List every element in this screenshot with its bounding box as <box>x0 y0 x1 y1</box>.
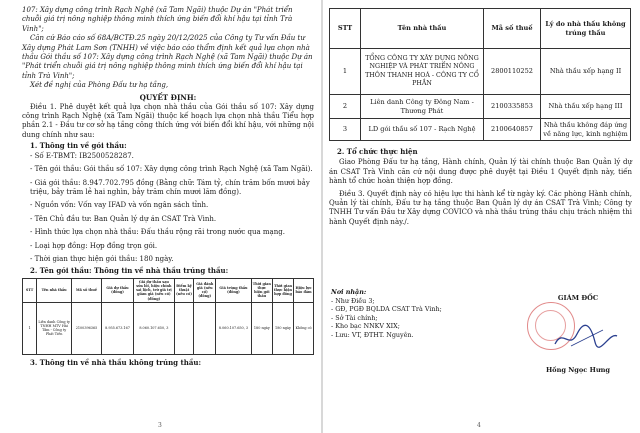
table-row <box>23 302 314 354</box>
header-cell: STT <box>330 9 361 49</box>
list-item: - Giá gói thầu: 8.947.702.795 đồng (Bằng chữ: Tám tỷ, chín trăm bốn mươi bảy triệu, bảy trăm lẻ hai nghìn, bảy trăm chín mươi lăm đồng). <box>30 178 310 196</box>
section-1-list <box>22 152 314 265</box>
header-cell: Giá dự thầu sau sửa lỗi, hiệu chỉnh sai lệch, trừ giá trị giảm giá (nếu có) (đồng) <box>134 278 175 302</box>
table-cell: 1 <box>330 49 361 95</box>
table-cell: 3 <box>330 119 361 141</box>
header-cell: Giá đánh giá (nếu có) (đồng) <box>194 278 216 302</box>
table-cell: 2100396365 <box>72 302 102 354</box>
table-cell: 8.955.673.167 <box>101 302 133 354</box>
recipients-block <box>331 288 471 340</box>
signer-title: GIÁM ĐỐC <box>557 294 599 302</box>
table-cell: Liên danh Công ty Đông Nam - Thương Phát <box>361 95 484 119</box>
header-cell: Tên nhà thầu <box>37 278 72 302</box>
page-4 <box>323 0 640 433</box>
article-1: Điều 1. Phê duyệt kết quả lựa chọn nhà thầu của Gói thầu số 107: Xây dựng công trình Rạch Nghệ (xã Tam Ngãi) thuộc kế hoạch lựa chọn nhà thầu Tiểu hợp phần 2.1 - Đầu tư cơ sở hạ tầng công thích ứng với biến đổi khí hậu, với những nội dung chính như sau: <box>22 102 314 139</box>
table-header-row <box>330 9 631 49</box>
section-4-title: 2. Tổ chức thực hiện <box>337 147 418 156</box>
intro-paragraph-2: Căn cứ Báo cáo số 68A/BCTĐ.25 ngày 20/12/2025 của Công ty Tư vấn Đầu tư Xây dựng Phát Lam Sơn (TNHH) về việc báo cáo thẩm định kết quả lựa chọn nhà thầu Gói thầu số 107: Xây dựng công trình Rạch Nghệ (xã Tam Ngãi) thuộc Dự án "Phát triển chuỗi giá trị nông nghiệp thông minh thích ứng biến đổi khí hậu tại tỉnh Trà Vinh"; <box>22 34 313 80</box>
table-cell: 180 ngày <box>272 302 293 354</box>
page-number: 4 <box>477 422 481 429</box>
table-cell: 8.060.107.650, 3 <box>134 302 175 354</box>
header-cell: Tên nhà thầu <box>361 9 484 49</box>
signer-name: Hồng Ngọc Hưng <box>545 366 611 374</box>
table-cell: 2100335853 <box>484 95 541 119</box>
intro-paragraph-1: 107: Xây dựng công trình Rạch Nghệ (xã Tam Ngãi) thuộc Dự án "Phát triển chuỗi giá trị nông nghiệp thông minh thích ứng biến đổi khí hậu tại tỉnh Trà Vinh"; <box>22 6 293 33</box>
signature-block <box>523 294 633 384</box>
signature-icon <box>551 322 621 352</box>
table-cell: TỔNG CÔNG TY XÂY DỰNG NÔNG NGHIỆP VÀ PHÁT TRIỂN NÔNG THÔN THANH HOÁ - CÔNG TY CỔ PHẦN <box>361 49 484 95</box>
table-cell: 2 <box>330 95 361 119</box>
header-cell: STT <box>23 278 37 302</box>
table-cell: LD gói thầu số 107 - Rạch Nghệ <box>361 119 484 141</box>
table-cell: Liên danh Công ty TNHH MTV Hải Tâm - Công ty Phát Tiến <box>37 302 72 354</box>
table-row <box>330 95 631 119</box>
header-cell: Giá trúng thầu (đồng) <box>216 278 252 302</box>
header-cell: Hiệu lực bảo đảm <box>294 278 314 302</box>
decision-title: QUYẾT ĐỊNH: <box>139 92 197 102</box>
header-cell: Mã số thuế <box>484 9 541 49</box>
recipient-item: - GĐ, PGĐ BQLDA CSAT Trà Vinh; <box>331 305 442 314</box>
losers-table <box>329 8 631 141</box>
recipients-title: Nơi nhận: <box>331 288 367 296</box>
list-item: - Hình thức lựa chọn nhà thầu: Đấu thầu rộng rãi trong nước qua mạng. <box>30 228 285 237</box>
table-cell <box>174 302 194 354</box>
section-1-title: 1. Thông tin về gói thầu: <box>30 141 127 151</box>
header-cell: Mã số thuế <box>72 278 102 302</box>
list-item: - Thời gian thực hiện gói thầu: 180 ngày. <box>30 254 174 263</box>
list-item: - Loại hợp đồng: Hợp đồng trọn gói. <box>30 241 158 250</box>
recipient-item: - Kho bạc NNKV XIX; <box>331 322 400 331</box>
table-cell: 180 ngày <box>251 302 272 354</box>
recipient-item: - Lưu: VT, ĐTHT. Nguyên. <box>331 330 414 339</box>
winner-table <box>22 278 314 355</box>
intro-paragraph-3: Xét đề nghị của Phòng Đấu tư hạ tầng, <box>30 81 169 90</box>
article-3: Điều 3. Quyết định này có hiệu lực thi hành kể từ ngày ký. Các phòng Hành chính, Quản lý tài chính, Đấu tư hạ tầng thuộc Ban Quản lý dự án CSAT Trà Vinh; Công ty TNHH Tư vấn Đầu tư Xây dựng COVICO và nhà thầu trúng thầu chịu trách nhiệm thi hành Quyết định này./. <box>329 189 632 226</box>
recipient-item: - Như Điều 3; <box>331 296 375 305</box>
page-number: 3 <box>158 422 162 429</box>
table-cell: 1 <box>23 302 37 354</box>
table-cell: Nhà thầu không đáp ứng về năng lực, kinh nghiệm <box>541 119 631 141</box>
table-cell: Không có <box>294 302 314 354</box>
recipient-item: - Sở Tài chính; <box>331 313 378 322</box>
table-cell <box>194 302 216 354</box>
header-cell: Lý do nhà thầu không trúng thầu <box>541 9 631 49</box>
section-3-title: 3. Thông tin về nhà thầu không trúng thầu: <box>30 357 202 367</box>
table-cell: 2800110252 <box>484 49 541 95</box>
table-header-row <box>23 278 314 302</box>
table-cell: Nhà thầu xếp hạng III <box>541 95 631 119</box>
header-cell: Thời gian thực hiện gói thầu <box>251 278 272 302</box>
list-item: - Nguồn vốn: Vốn vay IFAD và vốn ngân sách tỉnh. <box>30 201 209 210</box>
table-row <box>330 49 631 95</box>
header-cell: Giá dự thầu (đồng) <box>101 278 133 302</box>
list-item: - Số E-TBMT: IB2500528287. <box>30 151 134 160</box>
table-cell: Nhà thầu xếp hạng II <box>541 49 631 95</box>
table-cell: 8.060.107.650, 3 <box>216 302 252 354</box>
header-cell: Thời gian thực hiện hợp đồng <box>272 278 293 302</box>
list-item: - Tên Chủ đầu tư: Ban Quản lý dự án CSAT Trà Vinh. <box>30 214 217 223</box>
table-cell: 2100640857 <box>484 119 541 141</box>
implementation-paragraph: Giao Phòng Đấu tư hạ tầng, Hành chính, Quản lý tài chính thuộc Ban Quản lý dự án CSAT Trà Vinh căn cứ nội dung được phê duyệt tại Điều 1 Quyết định này, tiến hành tổ chức hoàn thiện hợp đồng. <box>329 158 632 186</box>
section-2-title: 2. Tên gói thầu: Thông tin về nhà thầu trúng thầu: <box>30 266 229 276</box>
table-row <box>330 119 631 141</box>
header-cell: Điểm kỹ thuật (nếu có) <box>174 278 194 302</box>
list-item: - Tên gói thầu: Gói thầu số 107: Xây dựng công trình Rạch Nghệ (xã Tam Ngãi). <box>30 165 313 174</box>
